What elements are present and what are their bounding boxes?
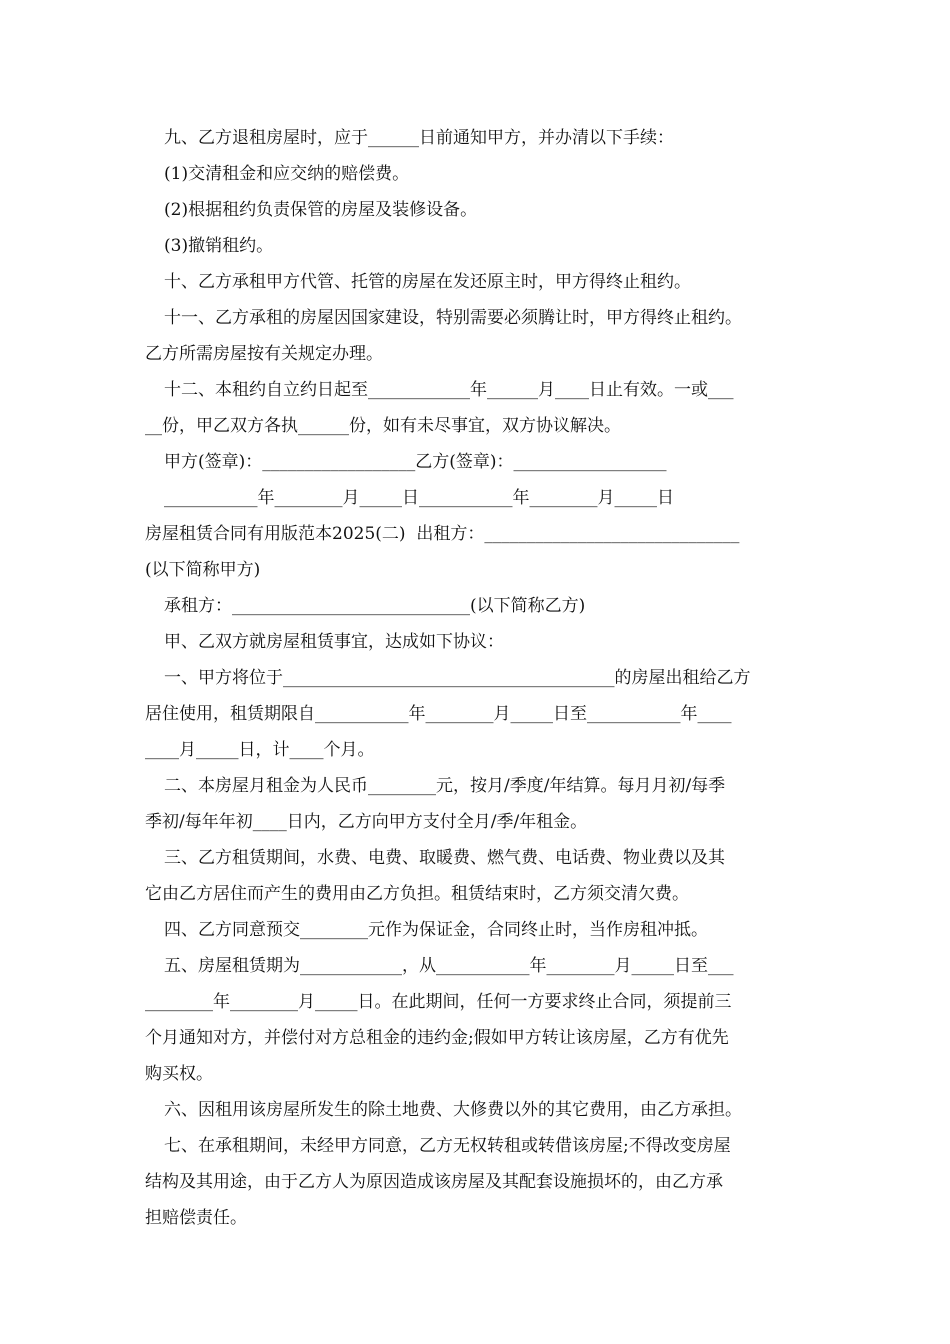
clause-11: 十一、乙方承租的房屋因国家建设，特别需要必须腾让时，甲方得终止租约。 [164,308,742,328]
lessor-note: (以下简称甲方) [145,560,261,580]
clause-9-item-2: (2)根据租约负责保管的房屋及装修设备。 [164,200,478,220]
article-2-cont: 季初/每年年初____日内，乙方向甲方支付全月/季/年租金。 [145,812,588,832]
clause-10: 十、乙方承租甲方代管、托管的房屋在发还原主时，甲方得终止租约。 [164,272,691,292]
article-5-cont-2: 个月通知对方，并偿付对方总租金的违约金;假如甲方转让该房屋，乙方有优先 [145,1028,729,1048]
signature-date-line: ___________年________月_____日___________年________月_____日 [164,488,674,508]
contract-2-title: 房屋租赁合同有用版范本2025(二) 出租方：______________________________ [145,524,740,544]
document-body [145,120,810,1236]
clause-9-item-1: (1)交清租金和应交纳的赔偿费。 [164,164,410,184]
article-1: 一、甲方将位于_______________________________________的房屋出租给乙方 [164,668,751,688]
clause-9: 九、乙方退租房屋时，应于______日前通知甲方，并办清以下手续： [164,128,674,148]
article-5-cont-1: ________年________月_____日。在此期间，任何一方要求终止合同，须提前三 [145,992,732,1012]
article-3-cont: 它由乙方居住而产生的费用由乙方负担。租赁结束时，乙方须交清欠费。 [145,884,689,904]
article-6: 六、因租用该房屋所发生的除土地费、大修费以外的其它费用，由乙方承担。 [164,1100,742,1120]
clause-12-cont: __份，甲乙双方各执______份，如有未尽事宜，双方协议解决。 [145,416,621,436]
clause-9-item-3: (3)撤销租约。 [164,236,274,256]
article-4: 四、乙方同意预交________元作为保证金，合同终止时，当作房租冲抵。 [164,920,708,940]
signature-line: 甲方(签章)：__________________乙方(签章)：__________________ [164,452,667,472]
article-1-cont-2: ____月_____日，计____个月。 [145,740,375,760]
article-3: 三、乙方租赁期间，水费、电费、取暖费、燃气费、电话费、物业费以及其 [164,848,725,868]
clause-11-cont: 乙方所需房屋按有关规定办理。 [145,344,383,364]
article-7-cont-2: 担赔偿责任。 [145,1208,247,1228]
article-5-cont-3: 购买权。 [145,1064,213,1084]
article-5: 五、房屋租赁期为____________，从___________年________月_____日至___ [164,956,734,976]
agreement-intro: 甲、乙双方就房屋租赁事宜，达成如下协议： [164,632,504,652]
article-1-cont-1: 居住使用，租赁期限自___________年________月_____日至___________年____ [145,704,732,724]
article-2: 二、本房屋月租金为人民币________元，按月/季度/年结算。每月月初/每季 [164,776,726,796]
article-7: 七、在承租期间，未经甲方同意，乙方无权转租或转借该房屋;不得改变房屋 [164,1136,731,1156]
article-7-cont-1: 结构及其用途，由于乙方人为原因造成该房屋及其配套设施损坏的，由乙方承 [145,1172,723,1192]
lessee-line: 承租方：____________________________(以下简称乙方) [164,596,586,616]
clause-12: 十二、本租约自立约日起至____________年______月____日止有效。一或___ [164,380,734,400]
